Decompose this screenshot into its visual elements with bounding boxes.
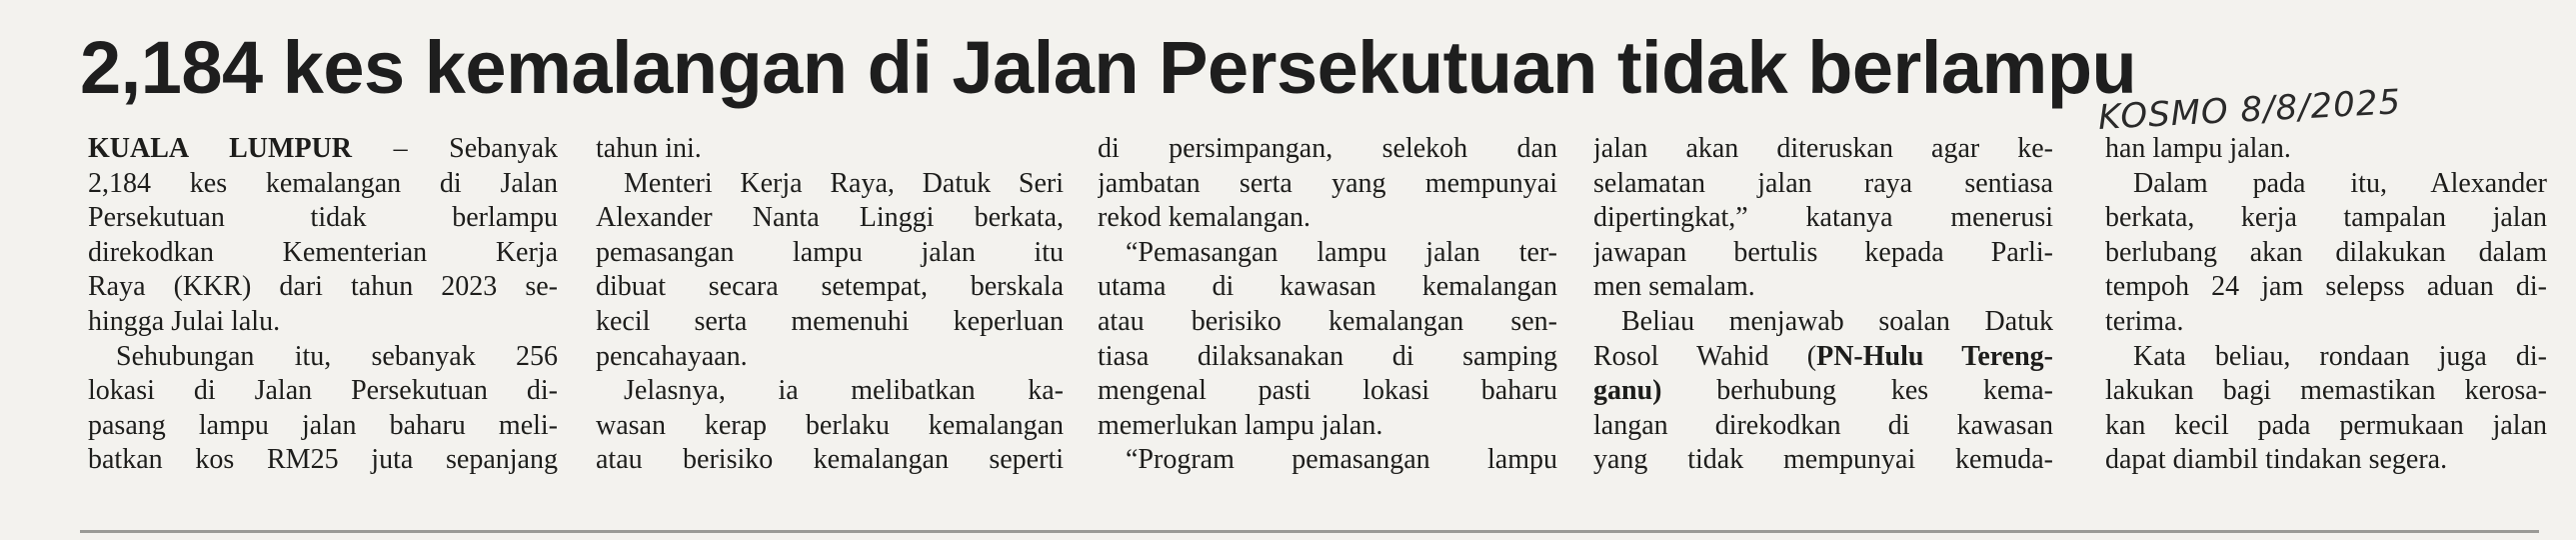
text-line: berlubang akan dilakukan dalam xyxy=(2105,236,2547,268)
text-line: jambatan serta yang mempunyai xyxy=(1098,167,1557,199)
text-line: jawapan bertulis kepada Parli- xyxy=(1593,236,2053,268)
text-line: lakukan bagi memastikan kerosa- xyxy=(2105,375,2547,407)
article-column-1 xyxy=(88,132,558,478)
constituency-label: ganu) xyxy=(1593,375,1662,407)
text-line: rekod kemalangan. xyxy=(1098,202,1311,234)
text-line: memerlukan lampu jalan. xyxy=(1098,409,1383,441)
text-line: Rosol Wahid (PN-Hulu Tereng- xyxy=(1593,340,2053,372)
text-line: kecil serta memenuhi keperluan xyxy=(596,305,1064,337)
text-line: men semalam. xyxy=(1593,271,1755,303)
text-line: Dalam pada itu, Alexander xyxy=(2133,167,2547,199)
text-line: Jelasnya, ia melibatkan ka- xyxy=(624,375,1064,407)
text-line: berkata, kerja tampalan jalan xyxy=(2105,202,2547,234)
text-line: tempoh 24 jam selepss aduan di- xyxy=(2105,271,2547,303)
text-line: dipertingkat,” katanya menerusi xyxy=(1593,202,2053,234)
text-line: Menteri Kerja Raya, Datuk Seri xyxy=(624,167,1064,199)
text-line: yang tidak mempunyai kemuda- xyxy=(1593,444,2053,476)
article-column-4 xyxy=(1593,132,2053,478)
article-column-3 xyxy=(1098,132,1557,478)
text-line: atau berisiko kemalangan sen- xyxy=(1098,305,1557,337)
text-line: Sehubungan itu, sebanyak 256 xyxy=(116,340,558,372)
article-column-2 xyxy=(596,132,1064,478)
text-line: dapat diambil tindakan segera. xyxy=(2105,444,2448,476)
text-line: “Program pemasangan lampu xyxy=(1126,444,1557,476)
text-line: hingga Julai lalu. xyxy=(88,305,281,337)
text-line: han lampu jalan. xyxy=(2105,133,2291,164)
article-column-5 xyxy=(2105,132,2547,478)
text-line: utama di kawasan kemalangan xyxy=(1098,271,1557,303)
text-line: Persekutuan tidak berlampu xyxy=(88,202,558,234)
text-line: Alexander Nanta Linggi berkata, xyxy=(596,202,1064,234)
text-line: Raya (KKR) dari tahun 2023 se- xyxy=(88,271,558,303)
text-line: pasang lampu jalan baharu meli- xyxy=(88,409,558,441)
text-line: “Pemasangan lampu jalan ter- xyxy=(1126,236,1557,268)
text-line: mengenal pasti lokasi baharu xyxy=(1098,375,1557,407)
text-line: pemasangan lampu jalan itu xyxy=(596,236,1064,268)
text-line: batkan kos RM25 juta sepanjang xyxy=(88,444,558,476)
text-line: dibuat secara setempat, berskala xyxy=(596,271,1064,303)
dateline-line: KUALA LUMPUR – Sebanyak xyxy=(88,133,558,164)
text-line: lokasi di Jalan Persekutuan di- xyxy=(88,375,558,407)
text-line: terima. xyxy=(2105,305,2184,337)
text-line: wasan kerap berlaku kemalangan xyxy=(596,409,1064,441)
headline: 2,184 kes kemalangan di Jalan Persekutuan tidak berlampu xyxy=(80,26,2137,109)
text-line: atau berisiko kemalangan seperti xyxy=(596,444,1064,476)
handwritten-source-note: KOSMO 8/8/2025 xyxy=(2097,82,2403,138)
text-line: tiasa dilaksanakan di samping xyxy=(1098,340,1557,372)
text-line: langan direkodkan di kawasan xyxy=(1593,409,2053,441)
text-line: selamatan jalan raya sentiasa xyxy=(1593,167,2053,199)
text-line: 2,184 kes kemalangan di Jalan xyxy=(88,167,558,199)
text-line: jalan akan diteruskan agar ke- xyxy=(1593,133,2053,164)
text-line: ganu) berhubung kes kema- xyxy=(1593,375,2053,407)
constituency-label: PN-Hulu Tereng- xyxy=(1816,340,2053,372)
text-line: direkodkan Kementerian Kerja xyxy=(88,236,558,268)
text-line: di persimpangan, selekoh dan xyxy=(1098,133,1557,164)
text-line: Kata beliau, rondaan juga di- xyxy=(2133,340,2547,372)
bottom-rule xyxy=(80,530,2539,533)
text-line: kan kecil pada permukaan jalan xyxy=(2105,409,2547,441)
text-line: Beliau menjawab soalan Datuk xyxy=(1621,305,2053,337)
text-line: tahun ini. xyxy=(596,133,702,164)
text-line: pencahayaan. xyxy=(596,340,748,372)
dateline: KUALA LUMPUR xyxy=(88,133,353,164)
